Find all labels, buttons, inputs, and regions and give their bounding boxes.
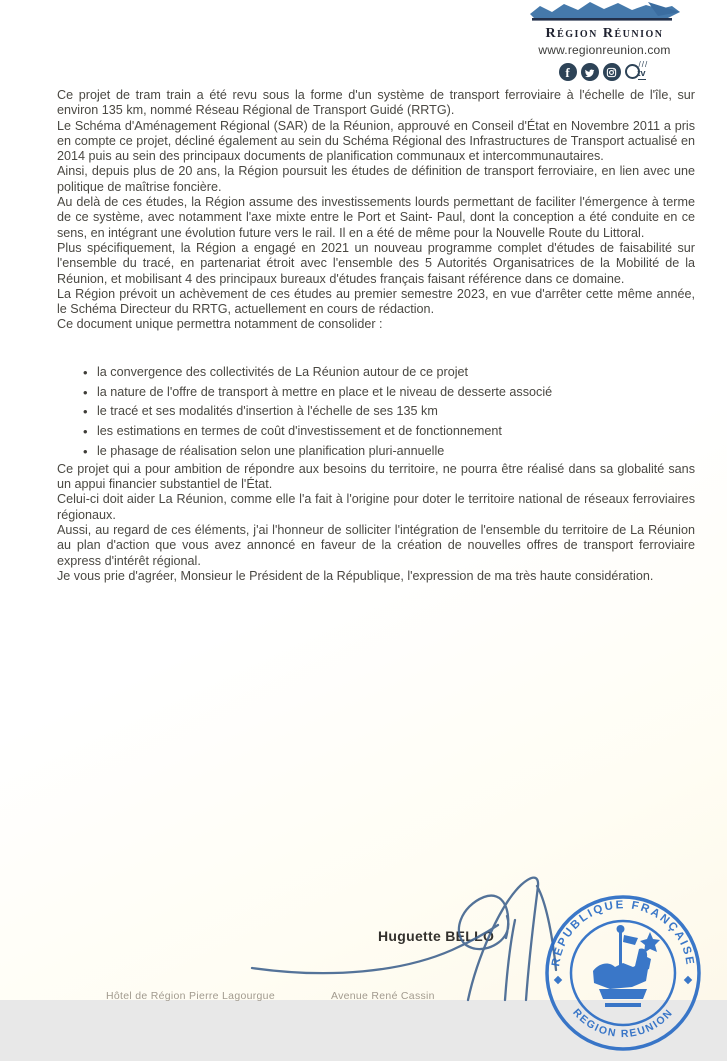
svg-text:REGION REUNION	[570, 1007, 675, 1041]
paragraph: Je vous prie d'agréer, Monsieur le Président de la République, l'expression de ma très haute considération.	[57, 568, 654, 583]
tv-icon	[625, 62, 651, 82]
region-reunion-logo-icon	[530, 0, 680, 24]
paragraph: Ce projet de tram train a été revu sous la forme d'un système de transport ferroviaire à l'échelle de l'île, sur environ 135 km, nommé Réseau Régional de Transport Guidé (RRTG).	[57, 88, 695, 118]
footer-address-left: Hôtel de Région Pierre Lagourgue	[106, 990, 275, 1002]
twitter-icon	[581, 63, 599, 81]
paragraph: La Région prévoit un achèvement de ces études au premier semestre 2023, en vue d'arrêter cette même année, le Schéma Directeur du RRTG, actuellement en cours de rédaction.	[57, 286, 695, 317]
tv-sparks: ///	[638, 60, 649, 69]
footer-address-right: Avenue René Cassin	[330, 990, 435, 1002]
footer-address	[106, 986, 526, 1002]
bullet-text: la convergence des collectivités de La Réunion autour de ce projet	[97, 364, 469, 379]
website-url: www.regionreunion.com	[538, 43, 671, 57]
org-name: Région Réunion	[545, 26, 664, 41]
tv-label: tv	[637, 68, 646, 78]
bullet-text: le tracé et ses modalités d'insertion à l'échelle de ses 135 km	[97, 404, 438, 419]
paragraph: Plus spécifiquement, la Région a engagé en 2021 un nouveau programme complet d'études de faisabilité sur l'ensemble du tracé, en partenariat étroit avec l'ensemble des 5 Autorités Organisatrices de la Mobilité de la Réunion, et mobilisant 4 des principaux bureaux d'études français faisant référence dans ce domaine.	[57, 240, 695, 286]
instagram-icon	[603, 63, 621, 81]
bullet-text: la nature de l'offre de transport à mettre en place et le niveau de desserte associé	[97, 384, 553, 399]
letter-body	[57, 88, 695, 584]
letterhead	[487, 0, 722, 82]
list-item	[97, 363, 695, 383]
bullet-text: le phasage de réalisation selon une planification pluri-annuelle	[97, 443, 445, 458]
facebook-icon	[559, 63, 577, 81]
paragraph: Aussi, au regard de ces éléments, j'ai l'honneur de solliciter l'intégration de l'ensemble du territoire de La Réunion au plan d'action que vous avez annoncé en faveur de la création de nouvelles offres de transport ferroviaire express d'intérêt régional.	[57, 522, 695, 568]
social-icons-row	[487, 62, 722, 82]
bullet-list	[57, 363, 695, 462]
paragraph: Celui-ci doit aider La Réunion, comme elle l'a fait à l'origine pour doter le territoire national de réseaux ferroviaires régionaux.	[57, 492, 695, 522]
list-item	[97, 422, 695, 442]
svg-text:RÉPUBLIQUE FRANÇAISE	[550, 899, 696, 967]
paragraph: Ce projet qui a pour ambition de répondre aux besoins du territoire, ne pourra être réalisé dans sa globalité sans un appui financier substantiel de l'État.	[57, 461, 695, 492]
paragraph: Le Schéma d'Aménagement Régional (SAR) de la Réunion, approuvé en Conseil d'État en Novembre 2011 a pris en compte ce projet, décliné également au sein du Schéma Régional des Infrastructures de Transport actualisé en 2014 puis au sein des principaux documents de planification communaux et intercommunautaires.	[57, 118, 695, 164]
paragraph: Ainsi, depuis plus de 20 ans, la Région poursuit les études de définition de transport ferroviaire, en lien avec une politique de maîtrise foncière.	[57, 164, 695, 194]
paragraph: Au delà de ces études, la Région assume des investissements lourds permettant de faciliter l'émergence à terme de ce système, avec notamment l'axe mixte entre le Port et Saint- Paul, dont la conception a été conduite en ce sens, en intégrant une évolution future vers le rail. Il en a été de même pour la Nouvelle Route du Littoral.	[57, 195, 695, 240]
official-stamp	[535, 885, 711, 1061]
list-item	[97, 402, 695, 422]
paragraph: Ce document unique permettra notamment de consolider :	[57, 317, 383, 332]
stamp-bottom-text: REGION REUNION	[570, 1006, 676, 1041]
facebook-glyph: f	[565, 64, 570, 80]
list-item	[97, 442, 695, 462]
signer-name: Huguette BELLO	[378, 928, 495, 944]
list-item	[97, 383, 695, 403]
stamp-top-text: RÉPUBLIQUE FRANÇAISE	[550, 899, 696, 968]
bullet-text: les estimations en termes de coût d'investissement et de fonctionnement	[97, 424, 502, 439]
